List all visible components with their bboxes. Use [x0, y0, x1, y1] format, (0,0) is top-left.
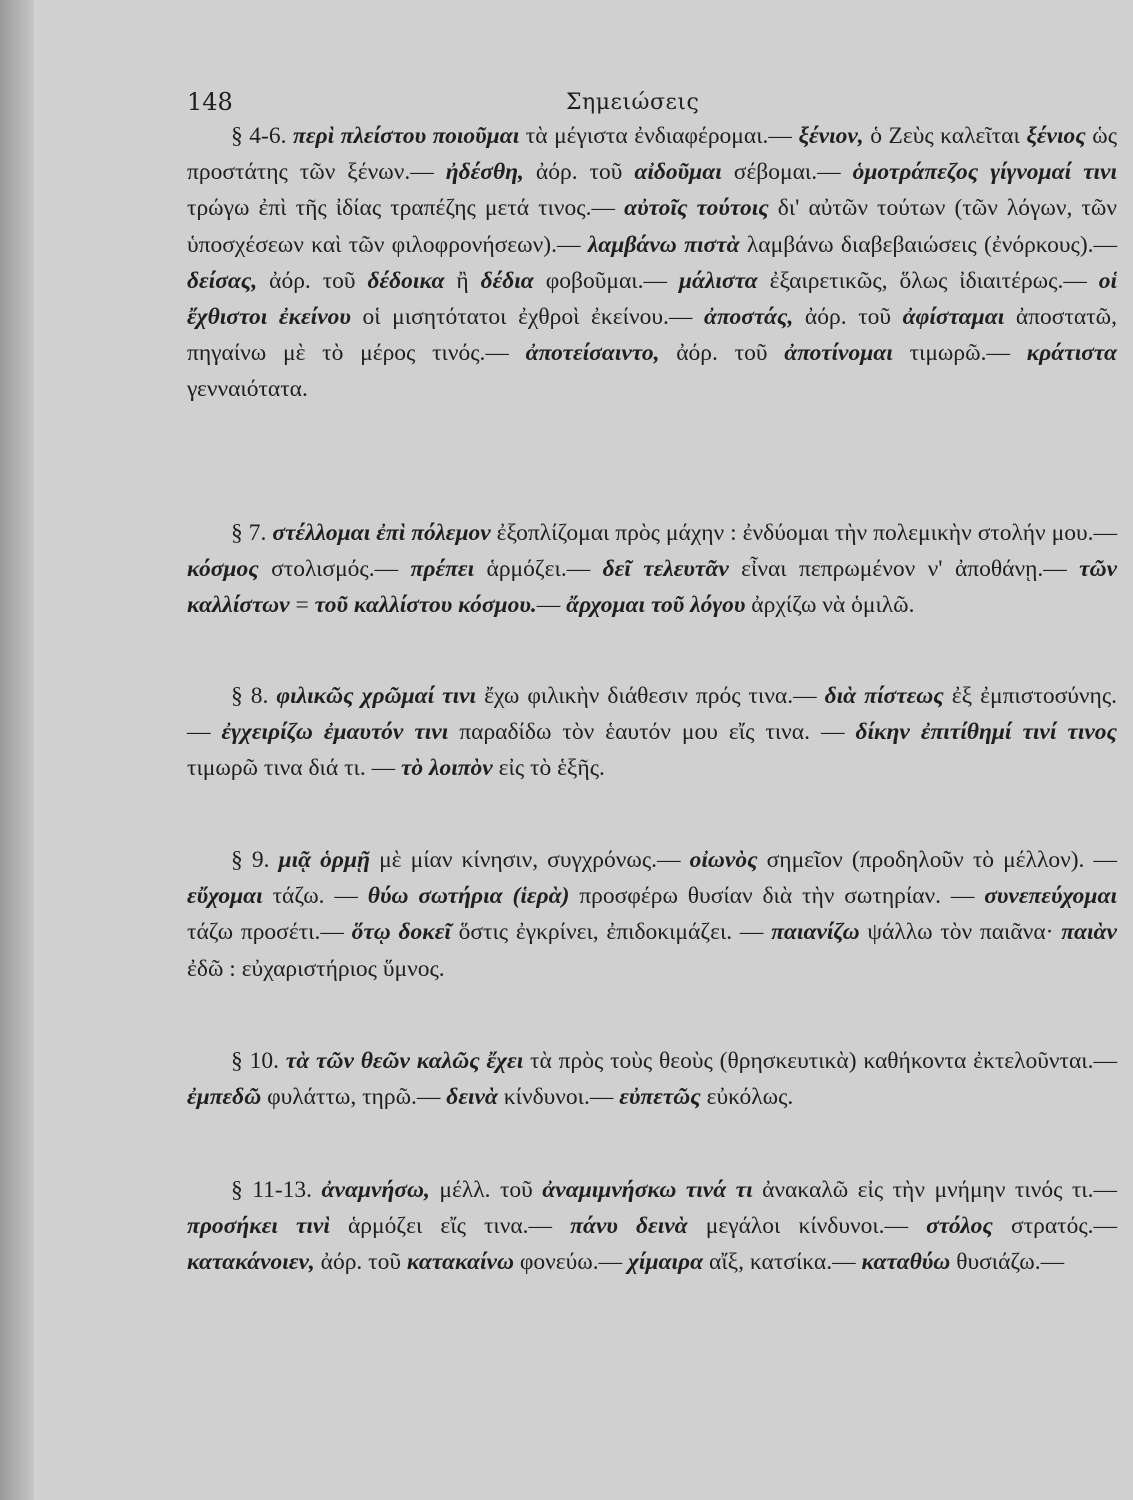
gloss-text: ἀρχίζω νὰ ὁμιλῶ.: [745, 592, 915, 619]
lemma-term: συνεπεύχομαι: [984, 883, 1118, 910]
note-section-9: [187, 842, 1117, 987]
lemma-term: ἠδέσθη,: [445, 159, 524, 186]
gloss-text: φοβοῦμαι.—: [533, 267, 679, 294]
lemma-term: διὰ πίστεως: [824, 683, 944, 709]
lemma-term: τὸ λοιπὸν: [400, 755, 493, 782]
gloss-text: ἁρμόζει.—: [474, 556, 603, 583]
gloss-text: ὁ Ζεὺς καλεῖται: [863, 123, 1027, 149]
gloss-text: στρατός.—: [992, 1213, 1118, 1240]
lemma-term: ὁμοτράπεζος γίγνομαί τινι: [852, 159, 1117, 186]
lemma-term: πρέπει: [410, 556, 475, 583]
lemma-term: κατακαίνω: [406, 1249, 514, 1276]
gloss-text: τιμωρῶ τινα διά τι. —: [187, 755, 401, 782]
gloss-text: στολισμός.—: [258, 556, 411, 583]
note-section-10: [187, 1043, 1117, 1115]
lemma-term: καταθύω: [861, 1249, 951, 1276]
gloss-text: σέβομαι.—: [721, 159, 853, 186]
gloss-text: λαμβάνω διαβεβαιώσεις (ἐνόρκους).—: [739, 231, 1118, 258]
lemma-term: ἀποτείσαιντο,: [525, 340, 660, 367]
lemma-term: οἰωνὸς: [689, 847, 758, 873]
gloss-text: οἱ μισητότατοι ἐχθροὶ ἐκείνου.—: [350, 304, 704, 331]
gloss-text: τρώγω ἐπὶ τῆς ἰδίας τραπέζης μετά τινος.—: [187, 195, 625, 222]
gloss-text: ἀποστατῶ, πηγαίνω μὲ τὸ μέρος τινός.—: [187, 304, 1118, 367]
gloss-text: τὰ πρὸς τοὺς θεοὺς (θρησκευτικὰ) καθήκοντα ἐκτελοῦνται.—: [523, 1048, 1118, 1074]
gloss-text: § 8.: [231, 683, 277, 709]
gloss-text: εὐκόλως.: [700, 1084, 794, 1111]
lemma-term: δέδια: [480, 267, 534, 294]
lemma-term: ἀναμνήσω,: [321, 1177, 430, 1203]
gloss-text: μὲ μίαν κίνησιν, συγχρόνως.—: [370, 847, 690, 873]
lemma-term: αὐτοῖς τούτοις: [624, 195, 769, 222]
lemma-term: περὶ πλείστου ποιοῦμαι: [293, 123, 520, 149]
gloss-text: φυλάττω, τηρῶ.—: [261, 1084, 447, 1111]
gloss-text: § 4-6.: [231, 123, 294, 149]
gloss-text: τάζω προσέτι.—: [187, 919, 352, 946]
lemma-term: δεινὰ: [446, 1084, 498, 1111]
lemma-term: ἐγχειρίζω ἐμαυτόν τινι: [221, 719, 449, 746]
gloss-text: ἀνακαλῶ εἰς τὴν μνήμην τινός τι.—: [752, 1177, 1117, 1203]
lemma-term: ξένιος: [1026, 123, 1086, 149]
lemma-term: ἀφίσταμαι: [902, 304, 1005, 331]
gloss-text: δι' αὐτῶν τούτων (τῶν λόγων, τῶν ὑποσχέσεων καὶ τῶν φιλοφρονήσεων).—: [187, 195, 1117, 258]
lemma-term: κατακάνοιεν,: [187, 1249, 315, 1276]
lemma-term: ἄρχομαι τοῦ λόγου: [566, 592, 746, 619]
gloss-text: μέλλ. τοῦ: [429, 1177, 543, 1203]
gloss-text: κίνδυνοι.—: [497, 1084, 620, 1111]
lemma-term: τὰ τῶν θεῶν καλῶς ἔχει: [285, 1048, 524, 1074]
lemma-term: εὐπετῶς: [619, 1084, 701, 1111]
lemma-term: χίμαιρα: [628, 1249, 704, 1276]
gloss-text: φονεύω.—: [513, 1249, 628, 1276]
note-section-7: [187, 515, 1117, 624]
gloss-text: ὅστις ἐγκρίνει, ἐπιδοκιμάζει. —: [450, 919, 772, 946]
lemma-term: οἱ ἔχθιστοι ἐκείνου: [187, 267, 1118, 331]
lemma-term: μιᾷ ὁρμῇ: [278, 847, 371, 873]
lemma-term: πάνυ δεινὰ: [570, 1213, 688, 1240]
note-section-11-13: [187, 1172, 1117, 1281]
gloss-text: ἐξαιρετικῶς, ὅλως ἰδιαιτέρως.—: [757, 267, 1099, 294]
gloss-text: εἶναι πεπρωμένον ν' ἀποθάνῃ.—: [728, 556, 1080, 583]
lemma-term: κράτιστα: [1026, 340, 1117, 367]
lemma-term: δείσας,: [187, 267, 258, 294]
lemma-term: παιὰν: [1061, 919, 1117, 946]
gloss-text: ἀόρ. τοῦ: [257, 267, 368, 294]
gloss-text: ἀόρ. τοῦ: [523, 159, 635, 186]
lemma-term: τοῦ καλλίστου κόσμου.: [314, 592, 537, 619]
gloss-text: θυσιάζω.—: [950, 1249, 1065, 1276]
lemma-term: προσήκει τινὶ: [187, 1213, 330, 1240]
lemma-term: θύω σωτήρια (ἱερὰ): [367, 883, 570, 910]
gloss-text: σημεῖον (προδηλοῦν τὸ μέλλον). —: [757, 847, 1117, 873]
gloss-text: ἀόρ. τοῦ: [659, 340, 785, 367]
lemma-term: ἐμπεδῶ: [187, 1084, 262, 1111]
gloss-text: τάζω. —: [262, 883, 368, 910]
gloss-text: ἐξ ἐμπιστοσύνης. —: [187, 683, 1118, 746]
lemma-term: στόλος: [926, 1213, 993, 1240]
gloss-text: ὡς προστάτης τῶν ξένων.—: [187, 123, 1118, 186]
lemma-term: τῶν καλλίστων: [187, 556, 1118, 619]
lemma-term: κόσμος: [187, 556, 259, 583]
lemma-term: ἀναμιμνήσκω τινά τι: [542, 1177, 753, 1203]
lemma-term: δέδοικα: [367, 267, 445, 294]
lemma-term: φιλικῶς χρῶμαί τινι: [276, 683, 477, 709]
gloss-text: =: [289, 592, 315, 619]
gloss-text: αἴξ, κατσίκα.—: [703, 1249, 862, 1276]
gloss-text: § 9.: [231, 847, 279, 873]
lemma-term: ξένιον,: [798, 123, 864, 149]
gloss-text: μεγάλοι κίνδυνοι.—: [687, 1213, 927, 1240]
gloss-text: παραδίδω τὸν ἑαυτόν μου εἴς τινα. —: [448, 719, 856, 746]
lemma-term: λαμβάνω πιστὰ: [587, 231, 740, 258]
gloss-text: § 11-13.: [231, 1177, 322, 1203]
lemma-term: παιανίζω: [771, 919, 860, 946]
note-section-8: [187, 678, 1117, 787]
lemma-term: μάλιστα: [678, 267, 758, 294]
gloss-text: ἔχω φιλικὴν διάθεσιν πρός τινα.—: [476, 683, 825, 709]
lemma-term: δεῖ τελευτᾶν: [602, 556, 729, 583]
lemma-term: ὅτῳ δοκεῖ: [351, 919, 451, 946]
gloss-text: ἐδῶ : εὐχαριστήριος ὕμνος.: [187, 955, 445, 982]
lemma-term: αἰδοῦμαι: [634, 159, 722, 186]
gloss-text: ἀόρ. τοῦ: [793, 304, 903, 331]
gloss-text: προσφέρω θυσίαν διὰ τὴν σωτηρίαν. —: [569, 883, 985, 910]
gloss-text: ἀόρ. τοῦ: [314, 1249, 407, 1276]
page-number: 148: [187, 88, 233, 116]
lemma-term: στέλλομαι ἐπὶ πόλεμον: [272, 520, 491, 546]
gloss-text: ἁρμόζει εἴς τινα.—: [329, 1213, 571, 1240]
lemma-term: ἀποστάς,: [703, 304, 794, 331]
lemma-term: εὔχομαι: [187, 883, 263, 910]
gloss-text: ἐξοπλίζομαι πρὸς μάχην : ἐνδύομαι τὴν πολεμικὴν στολήν μου.—: [490, 520, 1117, 546]
gloss-text: τὰ μέγιστα ἐνδιαφέρομαι.—: [519, 123, 799, 149]
lemma-term: δίκην ἐπιτίθημί τινί τινος: [855, 719, 1118, 746]
gloss-text: § 7.: [231, 520, 273, 546]
note-section-4-6: [187, 118, 1117, 408]
gloss-text: γενναιότατα.: [187, 376, 308, 403]
gloss-text: ἢ: [444, 267, 481, 294]
gloss-text: —: [536, 592, 567, 619]
lemma-term: ἀποτίνομαι: [784, 340, 893, 367]
gloss-text: ψάλλω τὸν παιᾶνα·: [859, 919, 1062, 946]
running-title: Σημειώσεις: [566, 90, 700, 115]
gloss-text: τιμωρῶ.—: [892, 340, 1027, 367]
page-edge-shadow: [0, 0, 34, 1500]
gloss-text: § 10.: [231, 1048, 286, 1074]
gloss-text: εἰς τὸ ἑξῆς.: [492, 755, 605, 782]
